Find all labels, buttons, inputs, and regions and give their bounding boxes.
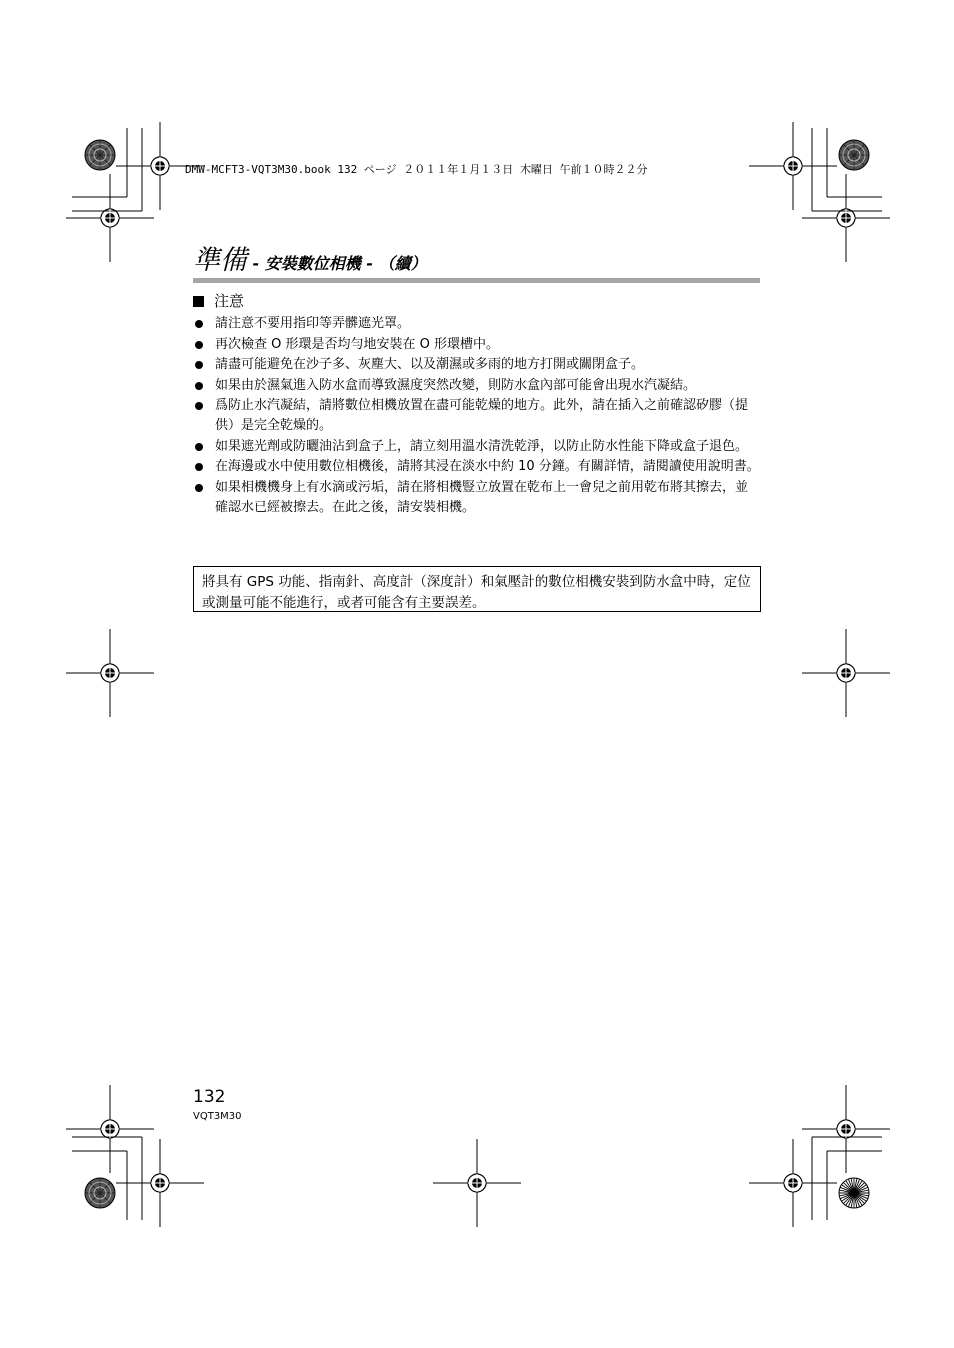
list-item-text: 請注意不要用指印等弄髒遮光罩。: [215, 316, 411, 331]
bullet-icon: [195, 463, 203, 471]
list-item-text: 爲防止水汽凝結，請將數位相機放置在盡可能乾燥的地方。此外，請在插入之前確認矽膠（提供）是完全乾燥的。: [215, 398, 749, 433]
caution-list: [193, 314, 760, 518]
list-item-text: 再次檢查 O 形環是否均勻地安裝在 O 形環槽中。: [215, 336, 499, 352]
list-item-text: 在海邊或水中使用數位相機後，請將其浸在淡水中約 10 分鐘。有關詳情，請閱讀使用說明書。: [215, 459, 760, 474]
list-item-text: 請盡可能避免在沙子多、灰塵大、以及潮濕或多雨的地方打開或關閉盒子。: [215, 357, 645, 372]
list-item: [193, 376, 760, 396]
bullet-icon: [195, 443, 203, 451]
list-item: [193, 478, 760, 518]
list-item: [193, 437, 760, 457]
page-title: [193, 244, 760, 278]
list-item: [193, 355, 760, 375]
list-item-text: 如果相機機身上有水滴或污垢，請在將相機豎立放置在乾布上一會兒之前用乾布將其擦去，並確認水已經被擦去。在此之後，請安裝相機。: [215, 479, 749, 515]
list-item: [193, 396, 760, 436]
list-item: [193, 335, 760, 355]
title-rule: [193, 278, 760, 283]
page-number: 132: [193, 1087, 226, 1107]
section-heading: [193, 291, 244, 311]
title-main: 準備: [193, 245, 247, 276]
bullet-icon: [195, 361, 203, 369]
list-item-text: 如果遮光劑或防曬油沾到盒子上，請立刻用溫水清洗乾淨，以防止防水性能下降或盒子退色。: [215, 438, 749, 454]
bullet-icon: [195, 341, 203, 349]
black-square-icon: [193, 296, 204, 307]
document-code: VQT3M30: [193, 1111, 242, 1122]
section-label: 注意: [214, 292, 245, 310]
bullet-icon: [195, 402, 203, 410]
bullet-icon: [195, 484, 203, 492]
list-item: [193, 457, 760, 477]
bullet-icon: [195, 320, 203, 328]
gps-notice-box: 將具有 GPS 功能、指南針、高度計（深度計）和氣壓計的數位相機安裝到防水盒中時，定位或測量可能不能進行，或者可能含有主要誤差。: [193, 566, 761, 612]
bullet-icon: [195, 382, 203, 390]
page-heading: [193, 244, 760, 283]
print-header: DMW-MCFT3-VQT3M30.book 132 ページ ２０１１年１月１３日 木曜日 午前１０時２２分: [185, 163, 648, 176]
list-item: [193, 314, 760, 334]
title-sub: - 安裝數位相機 - （續）: [247, 254, 427, 273]
list-item-text: 如果由於濕氣進入防水盒而導致濕度突然改變，則防水盒內部可能會出現水汽凝結。: [215, 377, 697, 393]
